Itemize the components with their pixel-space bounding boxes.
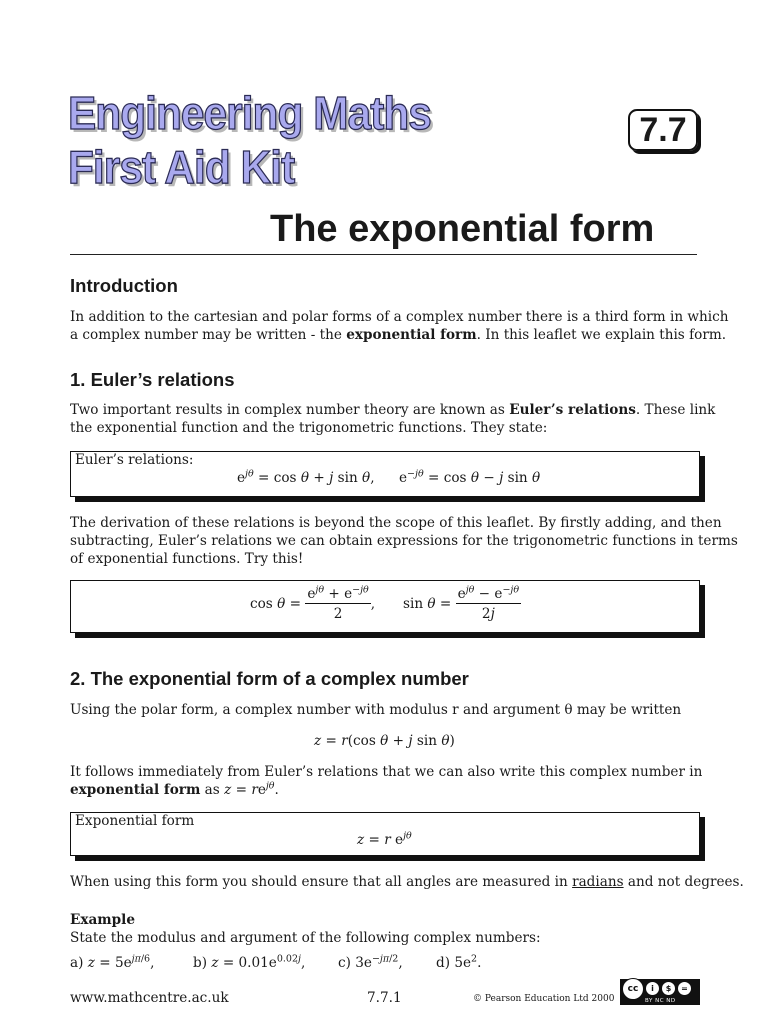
section-2-heading: 2. The exponential form of a complex number bbox=[70, 668, 469, 689]
section-2-p2-line-2: exponential form as $z = re^{j\theta}$. bbox=[70, 780, 279, 798]
euler-equation-2: $e^{-j\theta} = \cos \theta - j$ sin θ bbox=[399, 468, 541, 486]
copyright-icon: © bbox=[473, 994, 482, 1004]
section-1-line-2: the exponential function and the trigonometric functions. They state: bbox=[70, 420, 548, 436]
intro-heading: Introduction bbox=[70, 275, 178, 296]
cc-icon: cc bbox=[622, 978, 644, 1000]
section-1-heading: 1. Euler’s relations bbox=[70, 369, 235, 390]
example-item-a: a) $z = 5e^{j\pi/6}$, bbox=[70, 953, 155, 971]
creative-commons-badge bbox=[620, 979, 700, 1005]
page-title: The exponential form bbox=[270, 208, 655, 250]
intro-line-2-end: . In this leaflet we explain this form. bbox=[476, 327, 727, 343]
section-1-paragraph-2 bbox=[70, 514, 738, 568]
section-2-paragraph-2 bbox=[70, 763, 703, 799]
section-1-paragraph-1 bbox=[70, 401, 716, 437]
example-heading: Example bbox=[70, 912, 135, 928]
intro-line-1: In addition to the cartesian and polar forms of a complex number there is a third form in which bbox=[70, 309, 729, 325]
section-1-p2-line-3: of exponential functions. Try this! bbox=[70, 551, 304, 567]
logo-line-2: First Aid Kit bbox=[68, 141, 295, 193]
intro-line-2 bbox=[70, 326, 727, 344]
polar-form-equation: z = r(cos θ + j sin θ) bbox=[314, 733, 455, 749]
exponential-box-label: Exponential form bbox=[75, 813, 195, 829]
example-item-d: d) $5e^2$. bbox=[436, 953, 482, 971]
title-rule bbox=[70, 254, 697, 255]
exponential-form-equation: z = r $e^{j\theta}$ bbox=[357, 830, 412, 848]
sin-exponential-formula: sin θ = $\frac{e^{j\theta} - e^{-j\theta}}{2j}$ bbox=[403, 584, 520, 622]
euler-relations-box bbox=[70, 451, 700, 497]
cc-tags: BY NC ND bbox=[645, 998, 676, 1004]
s1-bold-term: Euler’s relations bbox=[509, 402, 636, 418]
s1-line1-text: Two important results in complex number theory are known as bbox=[70, 402, 510, 418]
non-commercial-icon: $ bbox=[661, 981, 676, 996]
section-1-line-1 bbox=[70, 401, 716, 419]
intro-paragraph bbox=[70, 308, 729, 344]
no-derivatives-icon: = bbox=[677, 981, 692, 996]
s2-bold-term: exponential form bbox=[70, 782, 201, 798]
trig-exponential-box bbox=[70, 580, 700, 633]
radians-note-text: When using this form you should ensure that all angles are measured in bbox=[70, 874, 573, 890]
cos-exponential-formula: cos θ = $\frac{e^{j\theta} + e^{-j\theta}}{2}$ , bbox=[250, 584, 376, 622]
logo-line-1: Engineering Maths bbox=[68, 87, 431, 139]
section-1-p2-line-2: subtracting, Euler’s relations we can obtain expressions for the trigonometric functions in terms bbox=[70, 533, 738, 549]
s1-line1-end: . These link bbox=[635, 402, 716, 418]
by-person-icon: i bbox=[645, 981, 660, 996]
intro-bold-term: exponential form bbox=[346, 327, 477, 343]
euler-box-label: Euler’s relations: bbox=[75, 452, 194, 468]
footer-page-number: 7.7.1 bbox=[367, 990, 402, 1006]
s2-line2-text: as bbox=[200, 782, 225, 798]
example-text: State the modulus and argument of the following complex numbers: bbox=[70, 930, 541, 946]
radians-underlined: radians bbox=[572, 874, 624, 890]
euler-equation-1: $e^{j\theta} = \cos \theta + j$ sin θ, bbox=[237, 468, 375, 486]
example-block bbox=[70, 911, 698, 947]
example-item-b: b) $z = 0.01e^{0.02j}$, bbox=[193, 953, 306, 971]
radians-note bbox=[70, 873, 744, 891]
section-1-p2-line-1: The derivation of these relations is beyond the scope of this leaflet. By firstly adding, and then bbox=[70, 515, 722, 531]
example-item-c: c) $3e^{-j\pi/2}$, bbox=[338, 953, 403, 971]
footer-website[interactable]: www.mathcentre.ac.uk bbox=[70, 990, 229, 1006]
section-2-p2-line-1: It follows immediately from Euler’s relations that we can also write this complex number in bbox=[70, 764, 703, 780]
copyright-text: Pearson Education Ltd 2000 bbox=[484, 994, 615, 1004]
section-2-paragraph-1: Using the polar form, a complex number with modulus r and argument θ may be written bbox=[70, 702, 682, 718]
intro-line-2-text: a complex number may be written - the bbox=[70, 327, 347, 343]
radians-note-end: and not degrees. bbox=[623, 874, 744, 890]
footer-copyright bbox=[473, 994, 614, 1004]
leaflet-number: 7.7 bbox=[628, 109, 698, 151]
exponential-form-box bbox=[70, 812, 700, 856]
